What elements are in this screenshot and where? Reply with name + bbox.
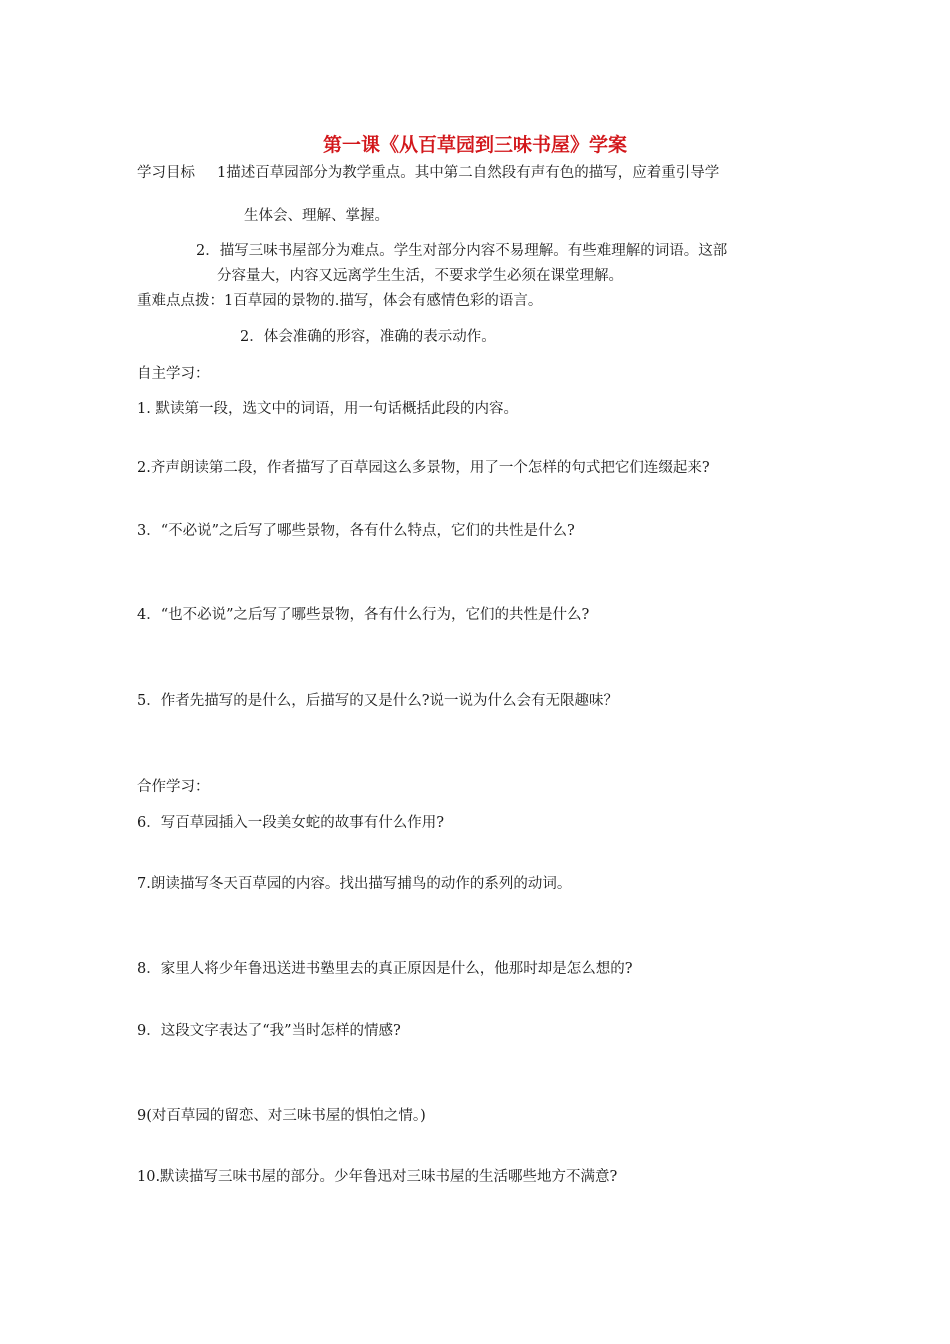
- answer-9: 9(对百草园的留恋、对三味书屋的惧怕之情。): [137, 1108, 426, 1124]
- self-study-heading: 自主学习：: [137, 366, 210, 382]
- question-5: 5．作者先描写的是什么，后描写的又是什么?说一说为什么会有无限趣味？: [137, 693, 618, 709]
- question-4: 4．“也不必说”之后写了哪些景物，各有什么行为，它们的共性是什么?: [137, 607, 590, 623]
- document-title: 第一课《从百草园到三味书屋》学案: [322, 134, 627, 156]
- goal-item-1-line-1: 1描述百草园部分为教学重点。其中第二自然段有声有色的描写，应着重引导学: [217, 165, 720, 181]
- goal-item-2-line-2: 分容量大，内容又远离学生生活，不要求学生必须在课堂理解。: [217, 268, 623, 284]
- question-7: 7.朗读描写冬天百草园的内容。找出描写捕鸟的动作的系列的动词。: [137, 876, 572, 892]
- question-9: 9．这段文字表达了“我”当时怎样的情感?: [137, 1023, 401, 1039]
- question-1: 1. 默读第一段，选文中的词语，用一句话概括此段的内容。: [137, 401, 518, 417]
- goals-label: 学习目标: [137, 165, 195, 181]
- question-6: 6．写百草园插入一段美女蛇的故事有什么作用?: [137, 815, 444, 831]
- goal-item-1-line-2: 生体会、理解、掌握。: [244, 208, 389, 224]
- key-points-line-2: 2．体会准确的形容，准确的表示动作。: [240, 329, 496, 345]
- goal-item-2-line-1: 2．描写三味书屋部分为难点。学生对部分内容不易理解。有些难理解的词语。这部: [196, 243, 728, 259]
- question-10: 10.默读描写三味书屋的部分。少年鲁迅对三味书屋的生活哪些地方不满意?: [137, 1169, 618, 1185]
- coop-study-heading: 合作学习：: [137, 779, 210, 795]
- question-3: 3．“不必说”之后写了哪些景物，各有什么特点，它们的共性是什么?: [137, 523, 575, 539]
- question-2: 2.齐声朗读第二段，作者描写了百草园这么多景物，用了一个怎样的句式把它们连缀起来?: [137, 460, 710, 476]
- question-8: 8．家里人将少年鲁迅送进书塾里去的真正原因是什么，他那时却是怎么想的?: [137, 961, 633, 977]
- key-points-line-1: 重难点点拨：1百草园的景物的.描写，体会有感情色彩的语言。: [137, 293, 543, 309]
